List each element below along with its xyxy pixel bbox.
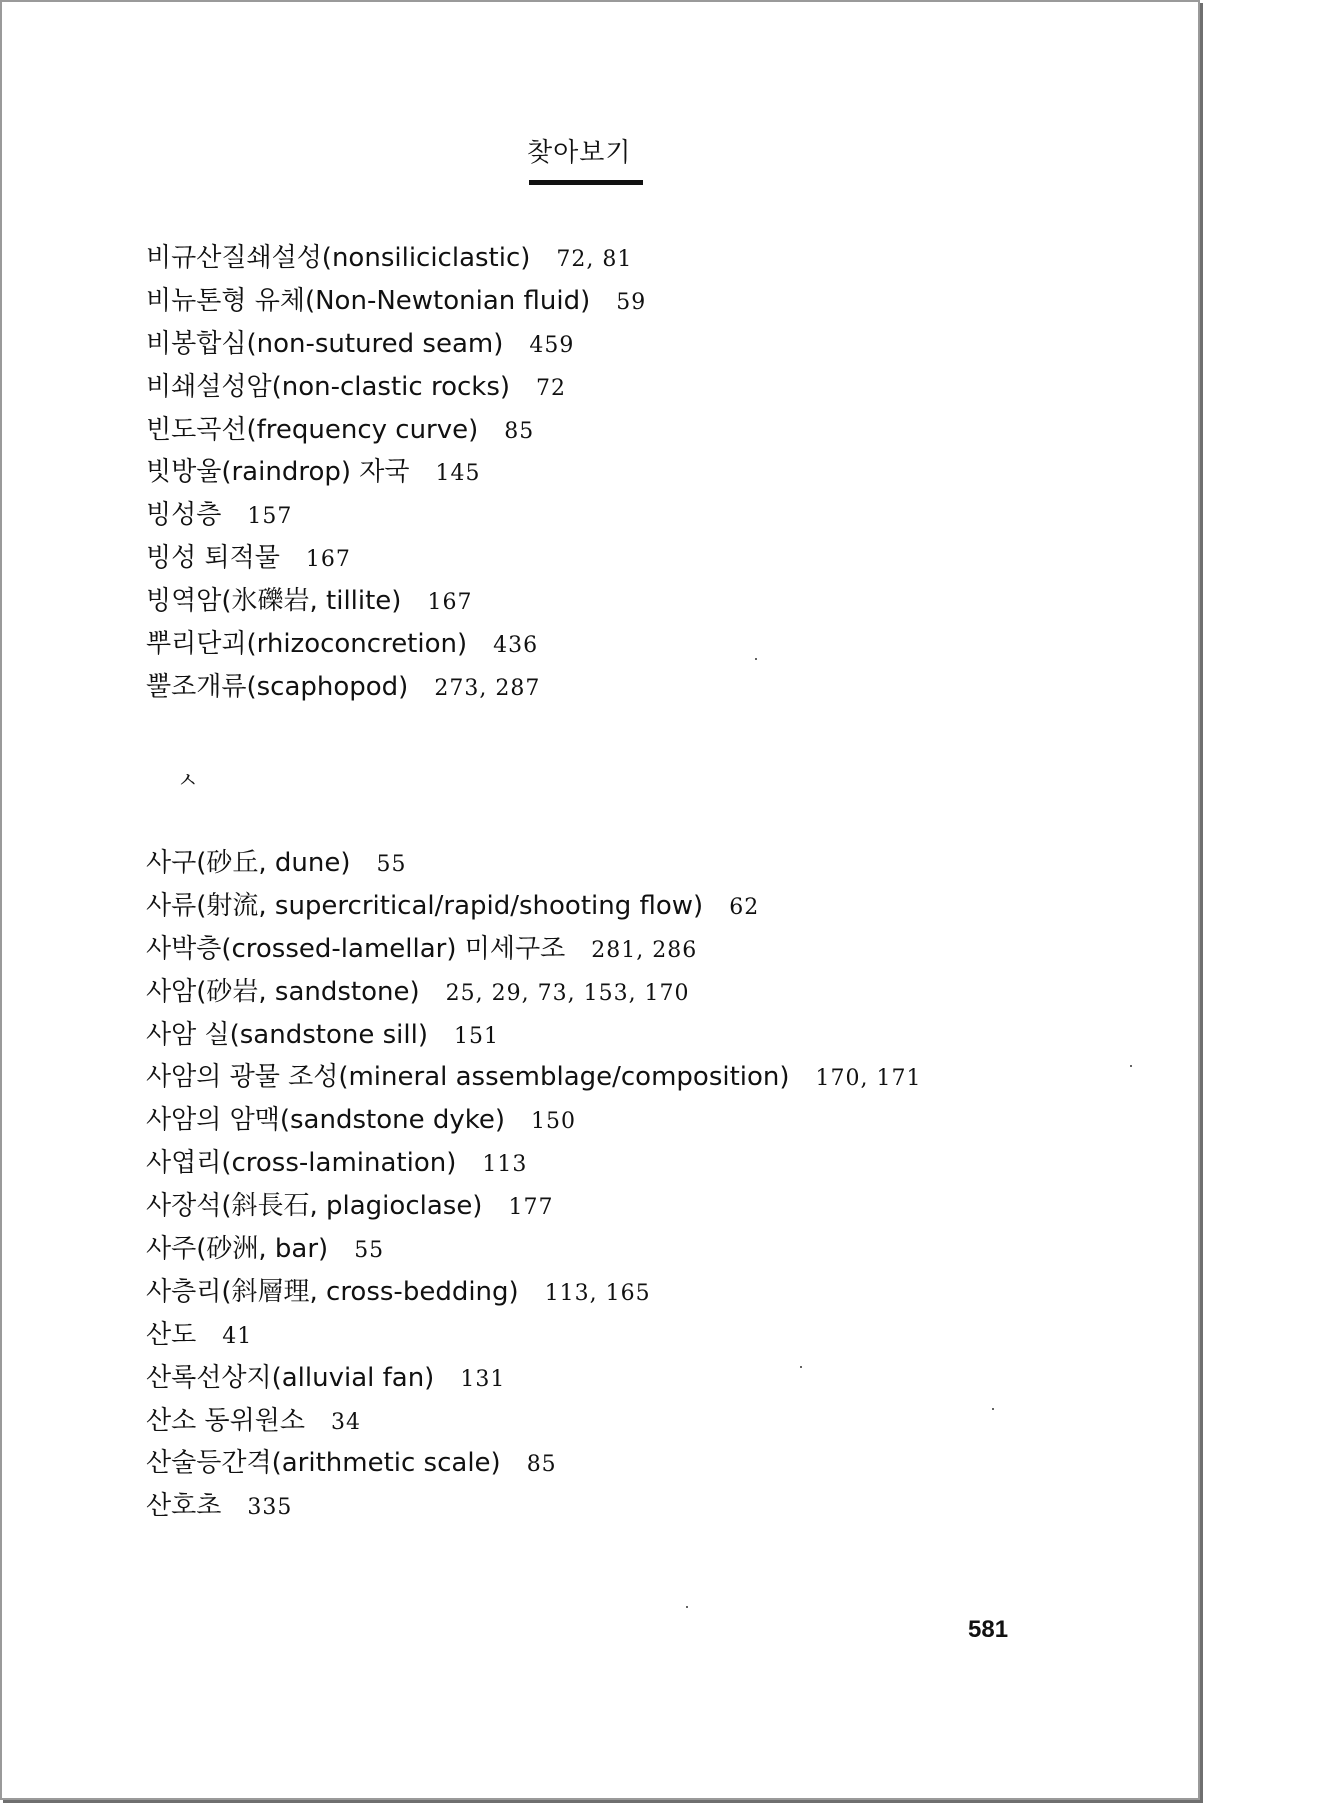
index-entry xyxy=(146,1445,922,1488)
index-term: 뿔조개류(scaphopod) xyxy=(146,671,409,702)
index-term: 산호초 xyxy=(146,1491,222,1522)
index-term: 사구(砂丘, dune) xyxy=(146,848,351,878)
index-pages: 25, 29, 73, 153, 170 xyxy=(445,980,690,1006)
index-pages: 157 xyxy=(247,504,293,530)
index-entry xyxy=(146,369,646,412)
index-pages: 177 xyxy=(508,1195,554,1221)
index-pages: 34 xyxy=(330,1409,361,1435)
index-entry xyxy=(146,1145,922,1188)
index-pages: 459 xyxy=(529,332,575,358)
index-term: 산록선상지(alluvial fan) xyxy=(146,1362,435,1393)
index-entry xyxy=(146,845,922,888)
index-entry xyxy=(146,931,922,974)
index-list-b xyxy=(146,240,646,712)
index-pages: 113, 165 xyxy=(544,1280,651,1306)
index-term: 사암의 광물 조성(mineral assemblage/composition) xyxy=(146,1062,790,1093)
index-pages: 59 xyxy=(616,289,647,315)
index-pages: 150 xyxy=(531,1109,576,1135)
index-term: 비규산질쇄설성(nonsiliciclastic) xyxy=(146,243,531,273)
index-term: 뿌리단괴(rhizoconcretion) xyxy=(146,629,468,660)
index-pages: 62 xyxy=(729,894,760,920)
scan-speck xyxy=(755,658,757,660)
index-pages: 151 xyxy=(453,1023,499,1049)
index-term: 빗방울(raindrop) 자국 xyxy=(146,457,410,488)
index-entry xyxy=(146,1017,922,1060)
section-letter: ㅅ xyxy=(177,769,199,794)
index-entry xyxy=(146,1102,922,1145)
index-entry xyxy=(146,1059,922,1102)
index-entry xyxy=(146,540,646,583)
index-term: 비쇄설성암(non-clastic rocks) xyxy=(146,371,511,402)
index-term: 사류(射流, supercritical/rapid/shooting flow) xyxy=(146,890,704,921)
page-number: 581 xyxy=(968,1616,1009,1643)
index-entry xyxy=(146,974,922,1017)
index-pages: 85 xyxy=(526,1452,557,1478)
index-term: 사장석(斜長石, plagioclase) xyxy=(146,1191,483,1222)
index-entry xyxy=(146,1360,922,1403)
scan-speck xyxy=(800,1366,802,1368)
index-term: 사엽리(cross-lamination) xyxy=(146,1148,457,1179)
index-entry xyxy=(146,326,646,369)
index-pages: 335 xyxy=(247,1495,293,1521)
index-entry xyxy=(146,1488,922,1531)
index-entry xyxy=(146,1274,922,1317)
index-entry xyxy=(146,283,646,326)
index-term: 사주(砂洲, bar) xyxy=(146,1234,329,1265)
index-pages: 273, 287 xyxy=(434,675,541,701)
index-term: 빙성 퇴적물 xyxy=(146,543,280,574)
scan-speck xyxy=(686,1606,688,1608)
index-pages: 113 xyxy=(482,1152,528,1178)
title-underline xyxy=(529,180,643,185)
index-pages: 72 xyxy=(536,375,567,401)
index-pages: 72, 81 xyxy=(556,247,633,272)
index-pages: 55 xyxy=(376,852,407,877)
index-pages: 131 xyxy=(460,1366,506,1392)
index-term: 산소 동위원소 xyxy=(146,1405,305,1436)
index-entry xyxy=(146,583,646,626)
index-entry xyxy=(146,240,646,283)
index-term: 비봉합심(non-sutured seam) xyxy=(146,328,504,359)
index-pages: 281, 286 xyxy=(591,937,698,963)
index-entry xyxy=(146,412,646,455)
index-term: 사암의 암맥(sandstone dyke) xyxy=(146,1105,505,1136)
index-term: 사암 실(sandstone sill) xyxy=(146,1019,428,1050)
index-entry xyxy=(146,669,646,712)
index-pages: 436 xyxy=(493,633,539,659)
index-pages: 85 xyxy=(504,418,535,444)
scan-speck xyxy=(992,1408,994,1410)
index-term: 사암(砂岩, sandstone) xyxy=(146,976,420,1007)
index-entry xyxy=(146,888,922,931)
index-pages: 145 xyxy=(435,461,481,487)
index-term: 비뉴톤형 유체(Non-Newtonian fluid) xyxy=(146,285,591,316)
index-pages: 167 xyxy=(305,547,351,573)
index-term: 사층리(斜層理, cross-bedding) xyxy=(146,1276,519,1307)
index-term: 산술등간격(arithmetic scale) xyxy=(146,1448,501,1479)
index-term: 빙역암(氷礫岩, tillite) xyxy=(146,586,402,617)
scan-speck xyxy=(1130,1065,1132,1067)
index-entry xyxy=(146,1231,922,1274)
index-term: 산도 xyxy=(146,1319,197,1350)
index-entry xyxy=(146,1317,922,1360)
index-term: 사박층(crossed-lamellar) 미세구조 xyxy=(146,933,566,964)
index-pages: 41 xyxy=(222,1323,253,1349)
page-title: 찾아보기 xyxy=(527,138,632,168)
index-pages: 170, 171 xyxy=(815,1066,922,1092)
index-entry xyxy=(146,454,646,497)
index-term: 빈도곡선(frequency curve) xyxy=(146,414,479,445)
index-term: 빙성층 xyxy=(146,500,222,531)
index-pages: 167 xyxy=(427,590,473,616)
index-pages: 55 xyxy=(354,1238,385,1264)
index-entry xyxy=(146,1188,922,1231)
index-entry xyxy=(146,497,646,540)
index-list-s xyxy=(146,845,922,1531)
index-entry xyxy=(146,1403,922,1446)
index-entry xyxy=(146,626,646,669)
